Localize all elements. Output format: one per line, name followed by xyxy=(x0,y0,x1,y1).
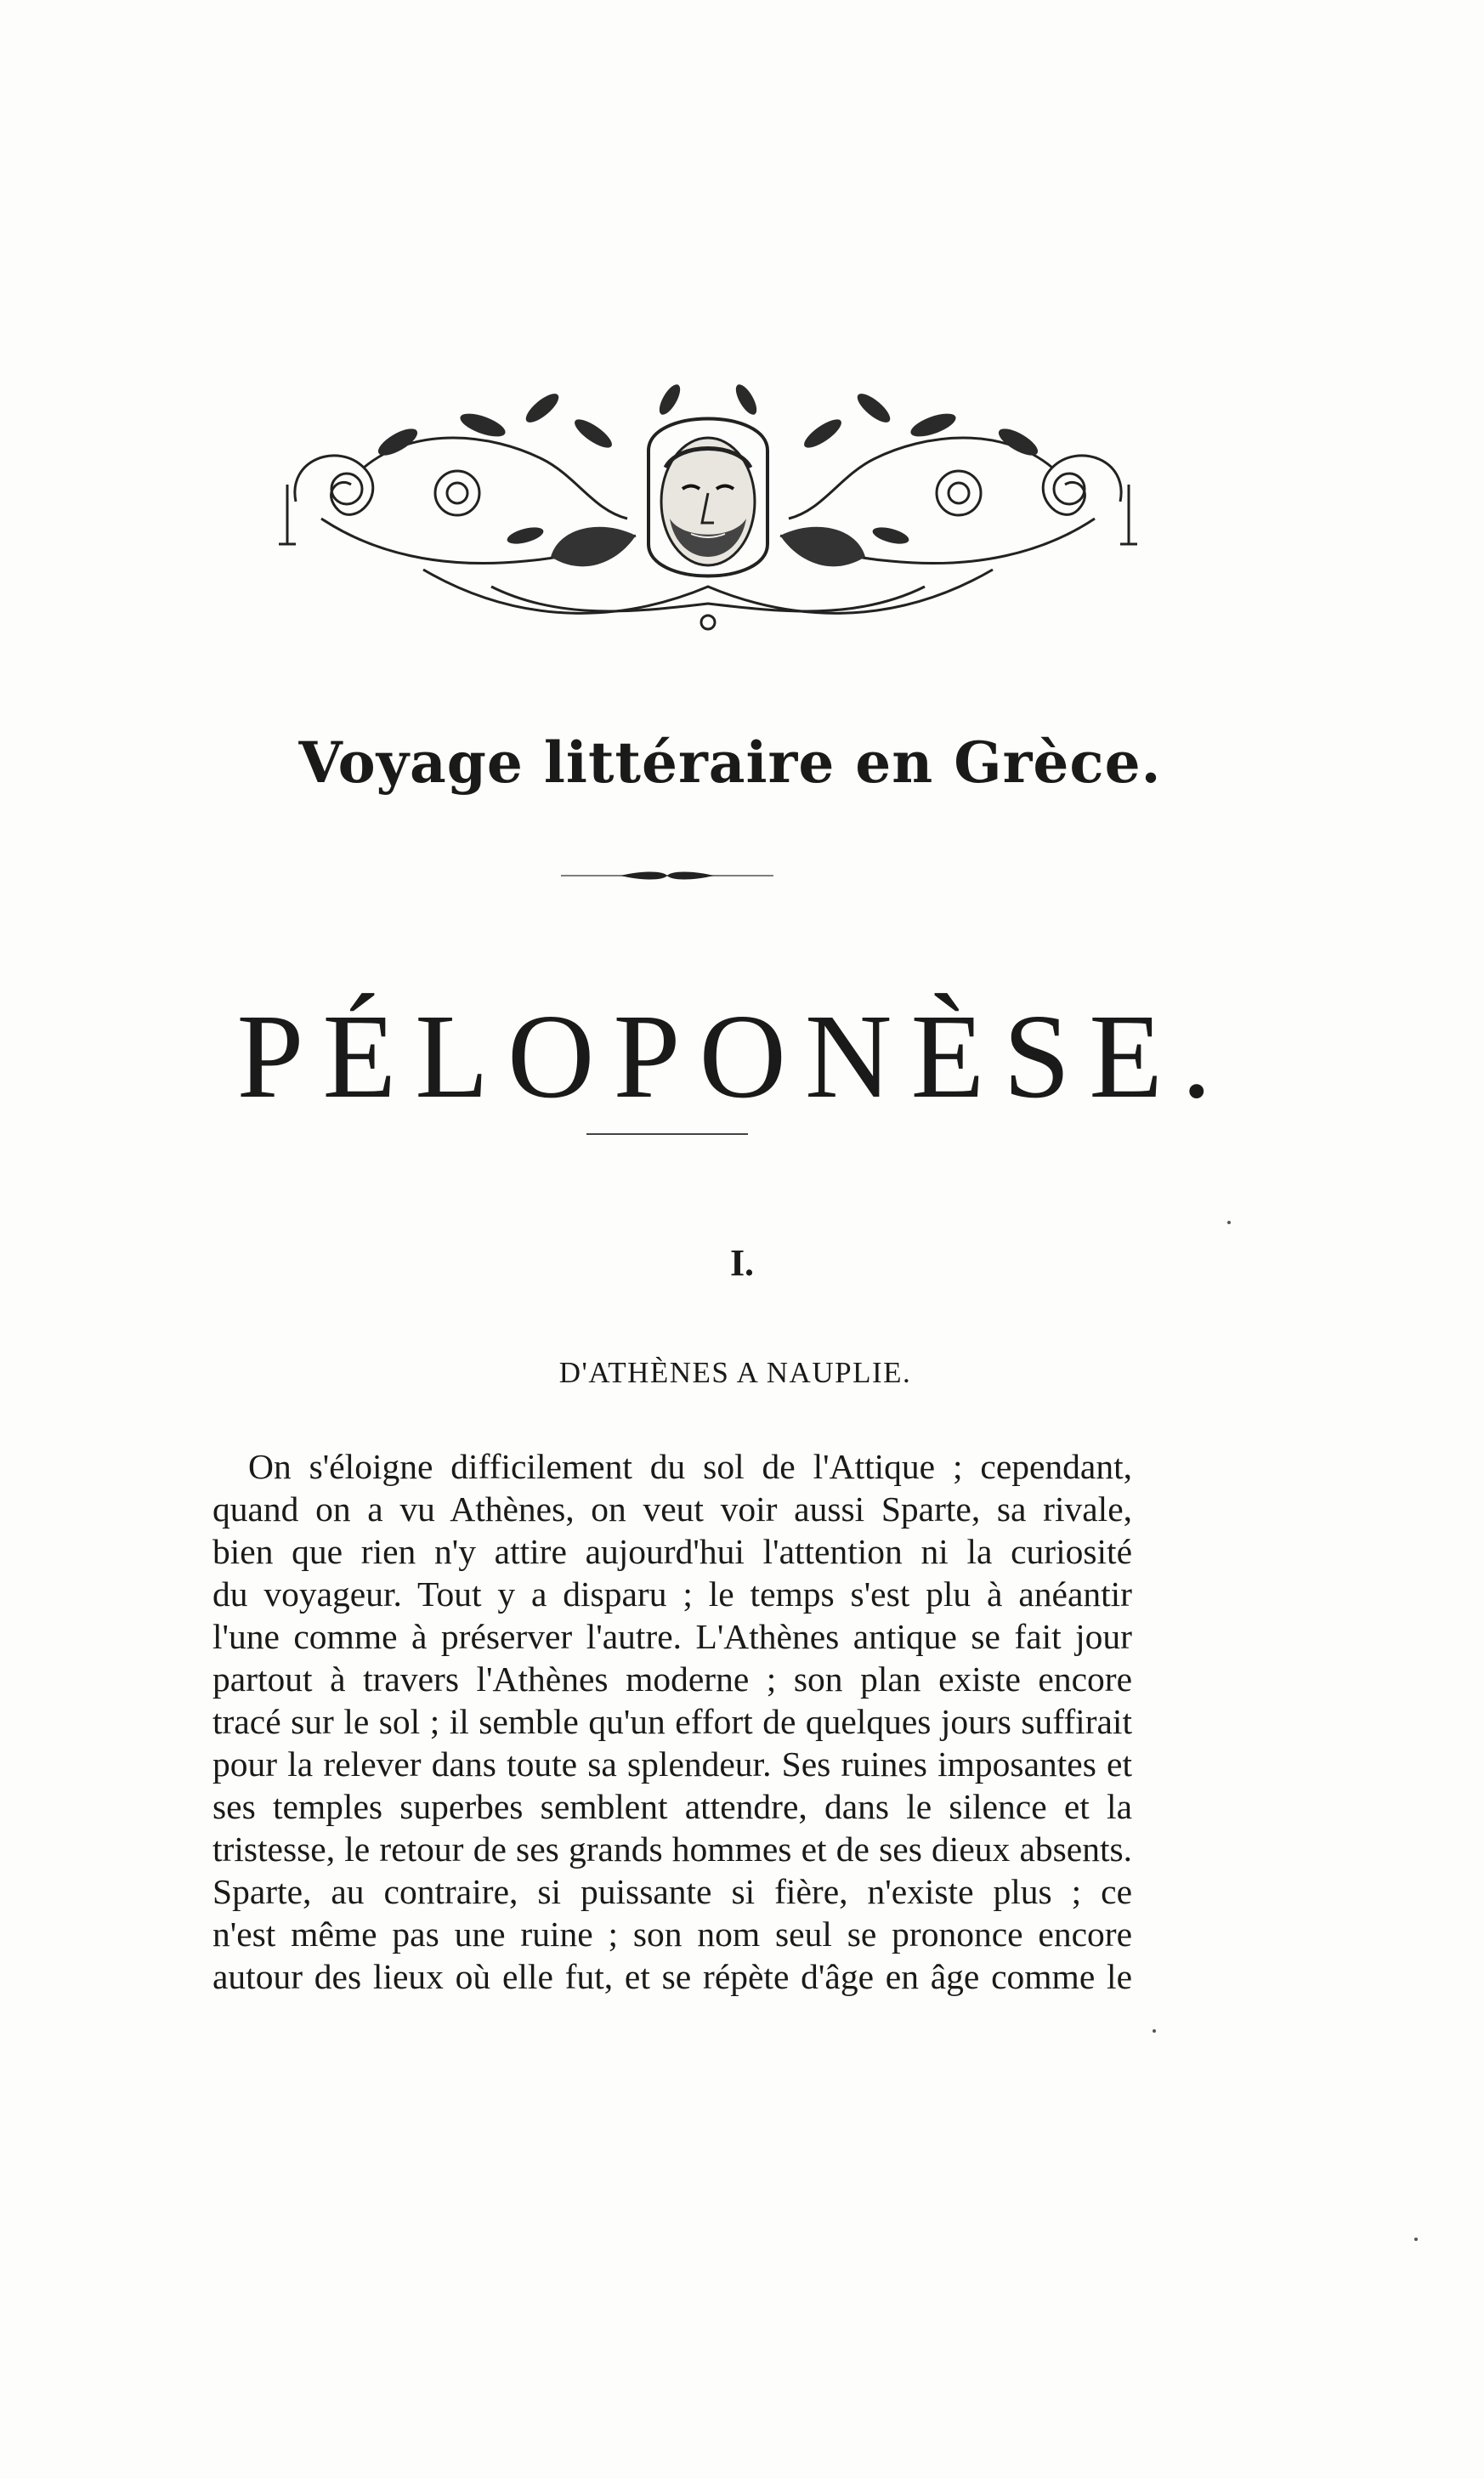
ink-speck xyxy=(1227,1221,1231,1224)
main-title: PÉLOPONÈSE. xyxy=(236,989,1231,1123)
text-line: du voyageur. Tout y a disparu ; le temps s'est plu à anéantir xyxy=(212,1574,1132,1614)
text-line: quand on a vu Athènes, on veut voir aussi Sparte, sa rivale, xyxy=(212,1489,1132,1529)
text-line: l'une comme à préserver l'autre. L'Athènes antique se fait jour xyxy=(212,1617,1132,1656)
running-title: Voyage littéraire en Grèce. xyxy=(298,729,1162,796)
headpiece-vignette xyxy=(270,374,1146,638)
text-line: tristesse, le retour de ses grands hommes et de ses dieux absents. xyxy=(212,1829,1132,1869)
ornamental-rule xyxy=(561,867,773,884)
text-line: partout à travers l'Athènes moderne ; son plan existe encore xyxy=(212,1659,1132,1699)
chapter-number: I. xyxy=(729,1242,755,1284)
text-line: On s'éloigne difficilement du sol de l'Attique ; cependant, xyxy=(248,1447,1132,1486)
text-line: Sparte, au contraire, si puissante si fière, n'existe plus ; ce xyxy=(212,1872,1132,1911)
text-line: autour des lieux où elle fut, et se répète d'âge en âge comme le xyxy=(212,1957,1132,1996)
text-line: ses temples superbes semblent attendre, dans le silence et la xyxy=(212,1787,1132,1826)
divider-rule xyxy=(586,1133,748,1135)
body-text xyxy=(212,1445,1132,1998)
text-line: bien que rien n'y attire aujourd'hui l'attention ni la curiosité xyxy=(212,1532,1132,1571)
text-line: tracé sur le sol ; il semble qu'un effort de quelques jours suffirait xyxy=(212,1702,1132,1741)
ink-speck xyxy=(1414,2238,1418,2241)
text-line: n'est même pas une ruine ; son nom seul se prononce encore xyxy=(212,1915,1132,1954)
ink-speck xyxy=(1153,2029,1156,2033)
chapter-heading: D'ATHÈNES A NAUPLIE. xyxy=(558,1356,912,1389)
text-line: pour la relever dans toute sa splendeur. Ses ruines imposantes et xyxy=(212,1744,1132,1784)
